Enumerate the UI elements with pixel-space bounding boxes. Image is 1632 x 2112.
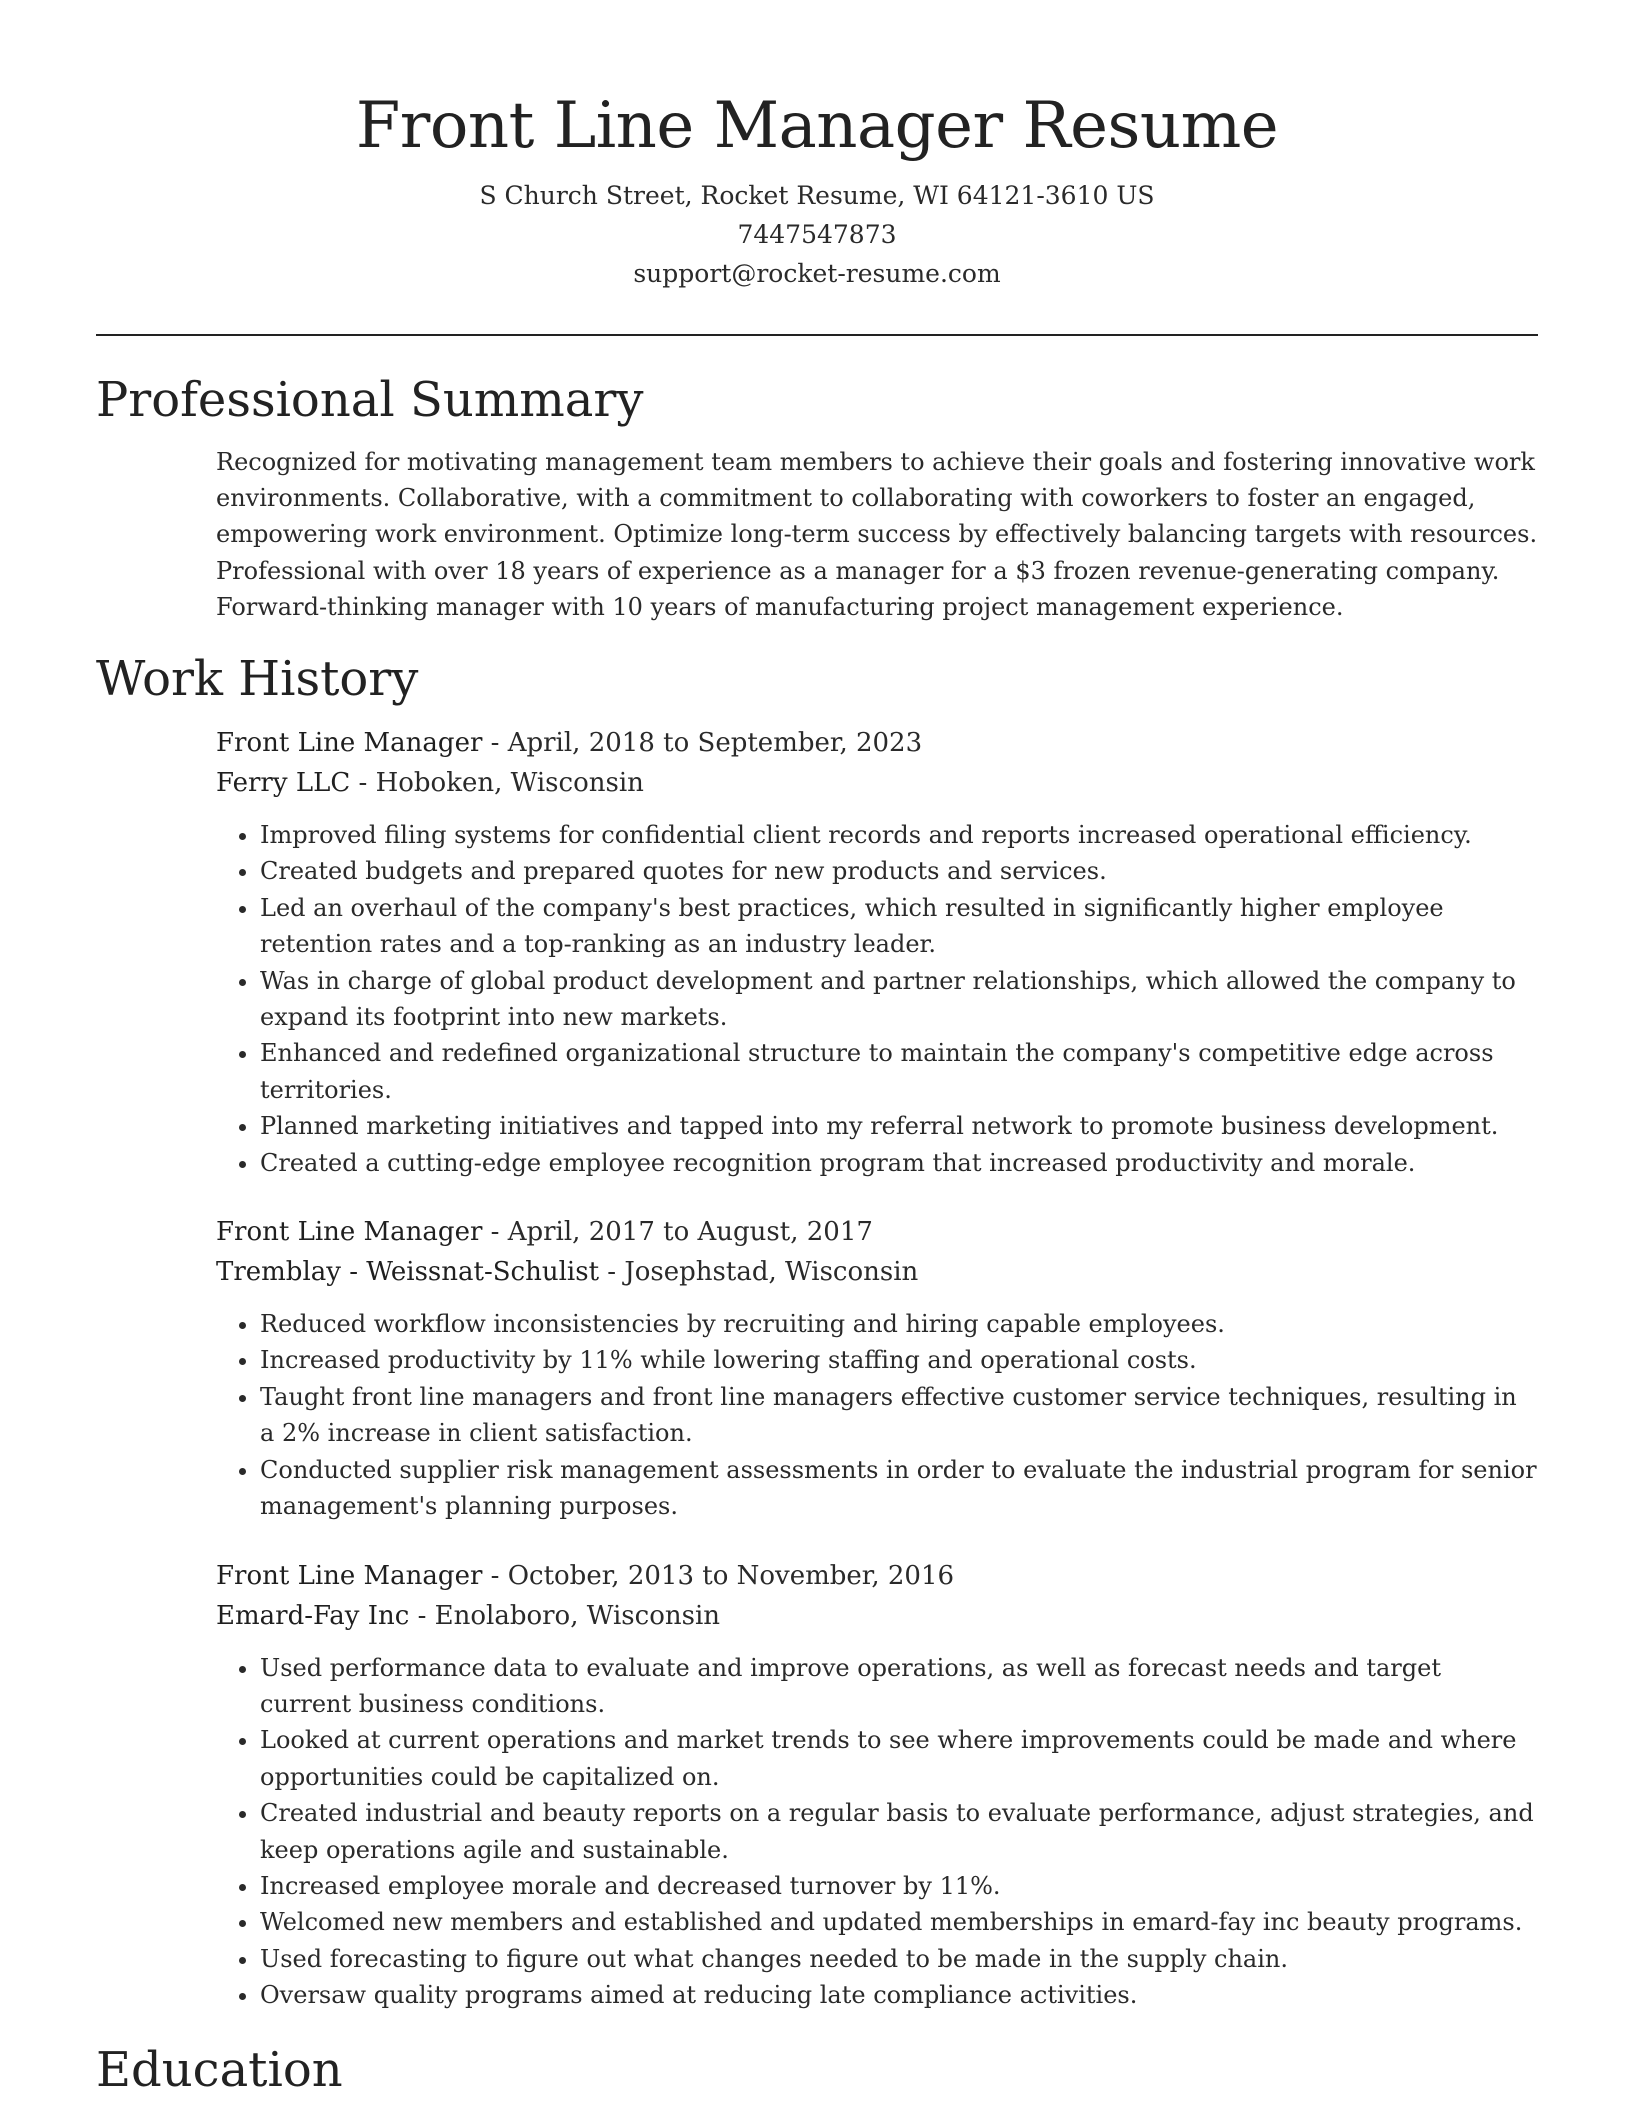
job-title-line — [216, 1212, 1538, 1252]
resume-header — [96, 0, 1538, 293]
job-bullets — [216, 817, 1538, 1181]
job-company-line — [216, 1252, 1538, 1292]
summary-text: Recognized for motivating management team members to achieve their goals and fostering innovative work environments. Collaborative, with a commitment to collaborating with coworkers to foster an engaged, empowering work environment. Optimize long-term success by effectively balancing targets with resources. Professional with over 18 years of experience as a manager for a $3 frozen revenue-generating company. Forward-thinking manager with 10 years of manufacturing project management experience. — [216, 448, 1538, 621]
job-entry — [216, 1556, 1538, 2014]
header-divider — [96, 334, 1538, 336]
job-bullets — [216, 1650, 1538, 2014]
job-title: Front Line Manager — [216, 1560, 483, 1591]
resume-page — [96, 0, 1538, 2100]
job-bullet: • Planned marketing initiatives and tapped into my referral network to promote business development. — [260, 1108, 1538, 1144]
education-section — [96, 2040, 1538, 2100]
job-bullet: • Oversaw quality programs aimed at reducing late compliance activities. — [260, 1977, 1538, 2013]
job-location: - Enolaboro, Wisconsin — [409, 1600, 721, 1631]
work-history-heading: Work History — [96, 651, 419, 708]
job-bullet: • Improved filing systems for confidential client records and reports increased operational efficiency. — [260, 817, 1538, 853]
job-bullet: • Led an overhaul of the company's best practices, which resulted in significantly higher employee retention rates and a top-ranking as an industry leader. — [260, 890, 1538, 963]
job-location: - Hoboken, Wisconsin — [350, 768, 644, 799]
job-bullet: • Was in charge of global product development and partner relationships, which allowed the company to expand its footprint into new markets. — [260, 963, 1538, 1036]
job-bullet: • Created a cutting-edge employee recognition program that increased productivity and morale. — [260, 1145, 1538, 1181]
contact-info — [96, 176, 1538, 293]
job-company: Emard-Fay Inc — [216, 1600, 410, 1631]
job-bullet: • Enhanced and redefined organizational structure to maintain the company's competitive edge across territories. — [260, 1035, 1538, 1108]
job-bullet: • Increased employee morale and decreased turnover by 11%. — [260, 1868, 1538, 1904]
job-bullet: • Welcomed new members and established and updated memberships in emard-fay inc beauty programs. — [260, 1904, 1538, 1940]
job-bullet: • Reduced workflow inconsistencies by recruiting and hiring capable employees. — [260, 1306, 1538, 1342]
summary-heading: Professional Summary — [96, 372, 644, 428]
job-title-line — [216, 1556, 1538, 1596]
job-bullets — [216, 1306, 1538, 1524]
job-company: Ferry LLC — [216, 768, 351, 799]
education-heading: Education — [96, 2041, 343, 2098]
job-company-line — [216, 763, 1538, 803]
job-bullet: • Used forecasting to figure out what changes needed to be made in the supply chain. — [260, 1941, 1538, 1977]
work-history-section — [96, 649, 1538, 2014]
job-dates: - April, 2018 to September, 2023 — [482, 728, 923, 759]
resume-title: Front Line Manager Resume — [355, 89, 1279, 163]
job-dates: - April, 2017 to August, 2017 — [482, 1217, 873, 1248]
job-company: Tremblay - Weissnat-Schulist — [216, 1257, 600, 1288]
job-title-line — [216, 723, 1538, 763]
job-location: - Josephstad, Wisconsin — [599, 1257, 919, 1288]
job-bullet: • Used performance data to evaluate and improve operations, as well as forecast needs and target current business conditions. — [260, 1650, 1538, 1723]
job-dates: - October, 2013 to November, 2016 — [482, 1560, 955, 1591]
contact-address: S Church Street, Rocket Resume, WI 64121-3610 US — [479, 181, 1155, 210]
job-bullet: • Created budgets and prepared quotes for new products and services. — [260, 853, 1538, 889]
job-entry — [216, 723, 1538, 1181]
contact-phone: 7447547873 — [737, 220, 897, 249]
job-entry — [216, 1212, 1538, 1524]
job-bullet: • Conducted supplier risk management assessments in order to evaluate the industrial program for senior management's planning purposes. — [260, 1452, 1538, 1525]
summary-section — [96, 370, 1538, 625]
job-bullet: • Increased productivity by 11% while lowering staffing and operational costs. — [260, 1342, 1538, 1378]
contact-email: support@rocket-resume.com — [633, 259, 1001, 288]
job-bullet: • Looked at current operations and market trends to see where improvements could be made and where opportunities could be capitalized on. — [260, 1722, 1538, 1795]
job-title: Front Line Manager — [216, 1217, 483, 1248]
job-company-line — [216, 1596, 1538, 1636]
job-bullet: • Created industrial and beauty reports on a regular basis to evaluate performance, adjust strategies, and keep operations agile and sustainable. — [260, 1795, 1538, 1868]
job-title: Front Line Manager — [216, 728, 483, 759]
job-bullet: • Taught front line managers and front line managers effective customer service techniques, resulting in a 2% increase in client satisfaction. — [260, 1379, 1538, 1452]
